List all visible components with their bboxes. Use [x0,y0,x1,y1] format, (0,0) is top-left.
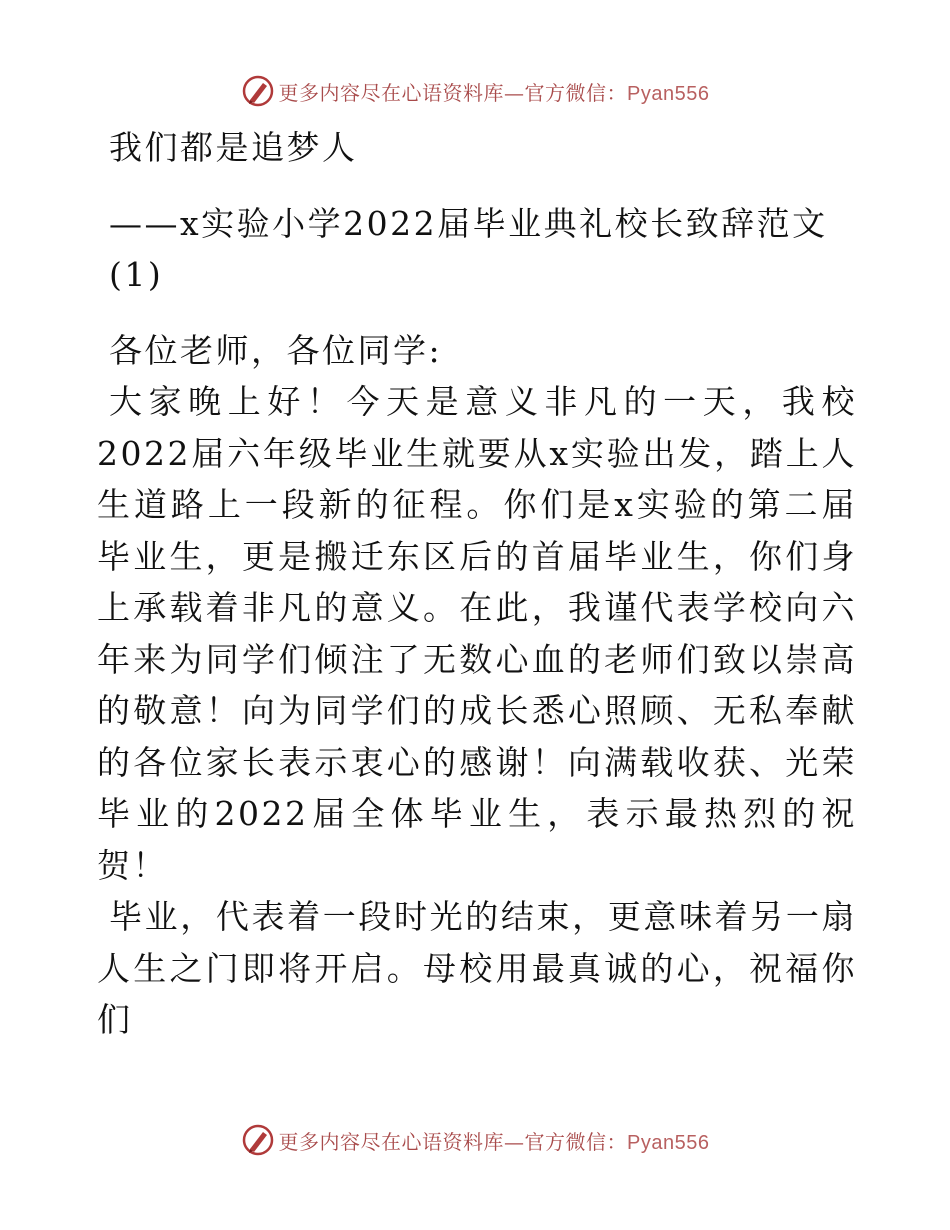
footer-banner-wechat-id: Pyan556 [627,1131,710,1154]
footer-banner-label: 更多内容尽在心语资料库—官方微信： [278,1129,628,1154]
header-banner-text [279,77,710,106]
document-greeting: 各位老师，各位同学: [109,331,443,370]
footer-watermark-banner [0,1120,950,1160]
document-body [97,122,857,1046]
header-watermark-banner [0,71,950,111]
document-part-number: (1) [109,255,164,294]
document-title: 我们都是追梦人 [109,128,358,167]
header-banner-label: 更多内容尽在心语资料库—官方微信： [278,80,628,105]
header-banner-wechat-id: Pyan556 [627,82,710,105]
paragraph-2: 毕业，代表着一段时光的结束，更意味着另一扇人生之门即将开启。母校用最真诚的心，祝福你们 [97,897,857,1039]
document-subtitle: ——x实验小学2022届毕业典礼校长致辞范文 [109,204,828,243]
pen-logo-icon [241,1123,275,1157]
footer-banner-text [279,1126,710,1155]
pen-logo-icon [241,74,275,108]
paragraph-1: 大家晚上好！今天是意义非凡的一天，我校2022届六年级毕业生就要从x实验出发，踏上人生道路上一段新的征程。你们是x实验的第二届毕业生，更是搬迁东区后的首届毕业生，你们身上承载着非凡的意义。在此，我谨代表学校向六年来为同学们倾注了无数心血的老师们致以崇高的敬意！向为同学们的成长悉心照顾、无私奉献的各位家长表示衷心的感谢！向满载收获、光荣毕业的2022届全体毕业生，表示最热烈的祝贺！ [97,382,857,885]
